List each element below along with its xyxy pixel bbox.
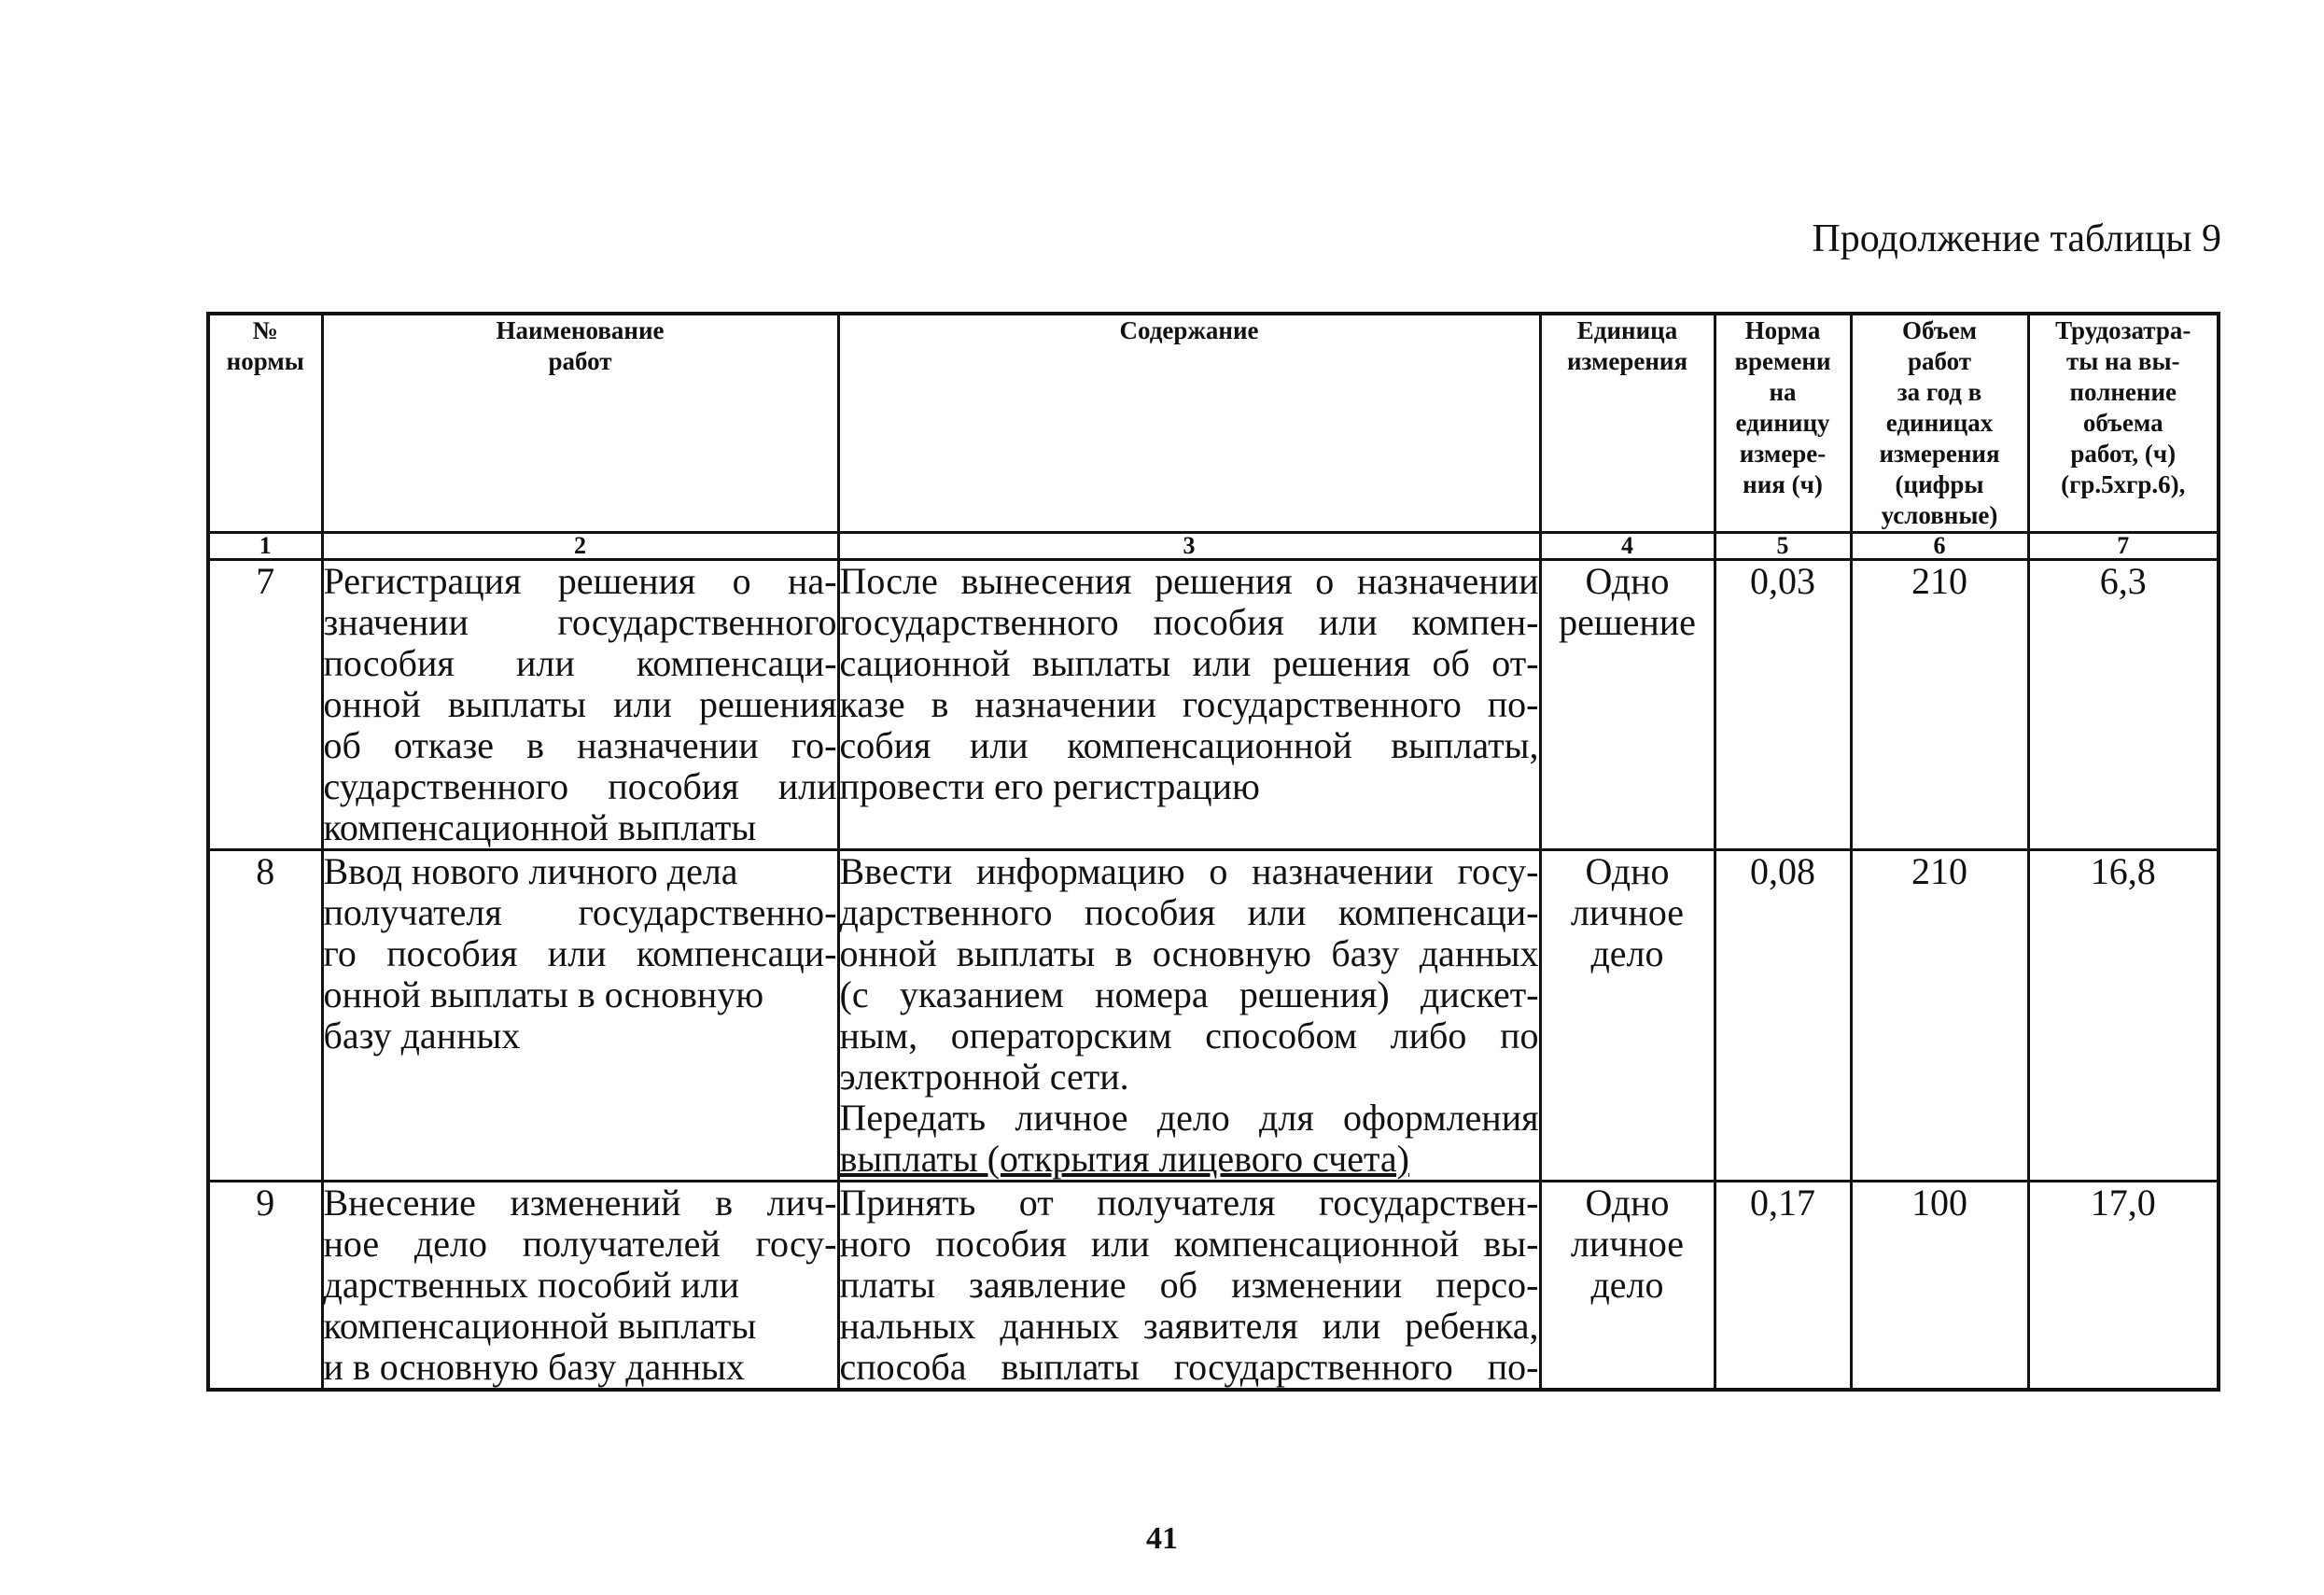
column-number: 6 (1851, 533, 2028, 560)
text-line: Принять от получателя государствен- (839, 1182, 1539, 1224)
table-row (208, 560, 2219, 850)
labor-cost: 16,8 (2028, 850, 2219, 1182)
column-number: 2 (322, 533, 838, 560)
norm-number: 9 (208, 1182, 322, 1391)
text-line: (с указанием номера решения) дискет- (839, 973, 1539, 1015)
text-line: получателя государственно- (323, 891, 837, 933)
work-content (838, 1182, 1540, 1391)
header-text: Объем работ за год в единицах измерения (цифры условные) (1879, 316, 2000, 529)
text-line: казе в назначении государственного по- (839, 683, 1539, 725)
header-cell (2028, 314, 2219, 533)
labor-cost: 6,3 (2028, 560, 2219, 850)
text-line: компенсационной выплаты (323, 1305, 757, 1347)
header-cell (1715, 314, 1851, 533)
time-norm: 0,17 (1715, 1182, 1851, 1391)
header-cell (208, 314, 322, 533)
annual-volume: 210 (1851, 560, 2028, 850)
table-row (208, 1182, 2219, 1391)
time-norm: 0,08 (1715, 850, 1851, 1182)
text-line: ное дело получателей госу- (323, 1223, 837, 1265)
text-line: Ввод нового личного дела (323, 850, 738, 892)
work-content (838, 850, 1540, 1182)
text-line: государственного пособия или компен- (839, 601, 1539, 643)
header-text: Трудозатра- ты на вы- полнение объема работ, (ч) (гр.5хгр.6), (2055, 316, 2191, 498)
header-text: Наименование работ (496, 316, 665, 375)
text-line: нальных данных заявителя или ребенка, (839, 1305, 1539, 1347)
header-cell (1851, 314, 2028, 533)
text-line: онной выплаты в основную базу данных (839, 932, 1539, 974)
text-line: ного пособия или компенсационной вы- (839, 1223, 1539, 1265)
text-line: онной выплаты или решения (323, 683, 837, 725)
header-text: Норма времени на единицу измере- ния (ч) (1734, 316, 1831, 498)
text-line: провести его регистрацию (839, 765, 1260, 807)
column-number: 4 (1540, 533, 1715, 560)
text-line: Внесение изменений в лич- (323, 1182, 837, 1224)
labor-cost: 17,0 (2028, 1182, 2219, 1391)
work-name (322, 560, 838, 850)
header-row (208, 314, 2219, 533)
text-line: Регистрация решения о на- (323, 560, 837, 602)
header-text: Содержание (1119, 316, 1259, 344)
text-line: пособия или компенсаци- (323, 642, 837, 684)
header-text: № нормы (226, 316, 304, 375)
work-name (322, 850, 838, 1182)
text-line: значении государственного (323, 601, 837, 643)
text-line: и в основную базу данных (323, 1346, 745, 1388)
annual-volume: 100 (1851, 1182, 2028, 1391)
annual-volume: 210 (1851, 850, 2028, 1182)
text-line: компенсационной выплаты (323, 806, 757, 848)
text-line: ным, операторским способом либо по (839, 1014, 1539, 1056)
text-line: об отказе в назначении го- (323, 724, 837, 766)
text-line: собия или компенсационной выплаты, (839, 724, 1539, 766)
text-line: онной выплаты в основную (323, 973, 764, 1015)
column-number: 3 (838, 533, 1540, 560)
column-number-row (208, 533, 2219, 560)
unit-of-measure: Одно личное дело (1540, 850, 1715, 1182)
column-number: 1 (208, 533, 322, 560)
text-line: го пособия или компенсаци- (323, 932, 837, 974)
norm-number: 8 (208, 850, 322, 1182)
page-number: 41 (1146, 1521, 1178, 1556)
text-line: выплаты (открытия лицевого счета) (839, 1138, 1409, 1180)
table-row (208, 850, 2219, 1182)
unit-of-measure: Одно решение (1540, 560, 1715, 850)
unit-of-measure: Одно личное дело (1540, 1182, 1715, 1391)
column-number: 7 (2028, 533, 2219, 560)
text-line: Ввести информацию о назначении госу- (839, 850, 1539, 892)
text-line: электронной сети. (839, 1056, 1129, 1098)
work-content (838, 560, 1540, 850)
text-line: дарственного пособия или компенсаци- (839, 891, 1539, 933)
text-line: дарственных пособий или (323, 1264, 740, 1306)
text-line: платы заявление об изменении персо- (839, 1264, 1539, 1306)
header-cell (1540, 314, 1715, 533)
header-cell (322, 314, 838, 533)
time-norm: 0,03 (1715, 560, 1851, 850)
continuation-title: Продолжение таблицы 9 (1812, 217, 2221, 260)
text-line: сационной выплаты или решения об от- (839, 642, 1539, 684)
column-number: 5 (1715, 533, 1851, 560)
norms-table (206, 312, 2220, 1392)
text-line: После вынесения решения о назначении (839, 560, 1539, 602)
header-text: Единица измерения (1566, 316, 1688, 375)
text-line: сударственного пособия или (323, 765, 837, 807)
text-line: базу данных (323, 1014, 521, 1056)
text-line: способа выплаты государственного по- (839, 1346, 1539, 1388)
header-cell (838, 314, 1540, 533)
work-name (322, 1182, 838, 1391)
text-line: Передать личное дело для оформления (839, 1097, 1539, 1139)
norm-number: 7 (208, 560, 322, 850)
